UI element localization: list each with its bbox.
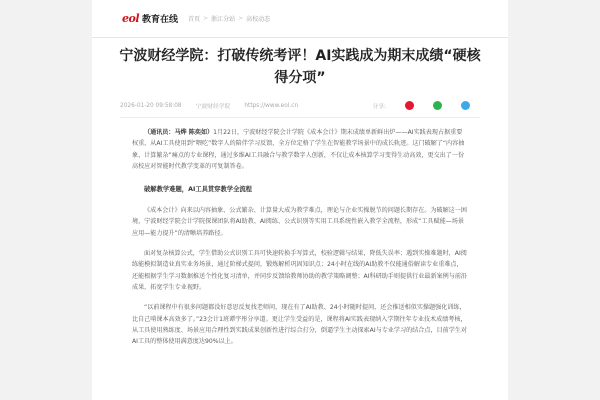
section-heading: 破解教学难题，AI工具贯穿教学全流程 bbox=[144, 186, 252, 194]
byline: （通讯员：马烨 陈奕如） bbox=[144, 129, 214, 136]
paragraph-1 bbox=[132, 127, 468, 172]
paragraph-3: 面对复杂核算公式，学生借助公式识别工具可快速转换手写算式，校验逻辑与结果，降低失误率；遇到实操难题时，AI阅练能模拟制造业真实业务场景，通过阶梯式提问，锻炼解析巩固知识点；24小时在线的AI助教不仅能通俗解读专业重难点，还能根据学生学习数据推送个性化复习清单，并同步反馈给教师协助的教学策略调整；AI科研助手则提供行业最新案例与前沿成果，拓宽学生专业视野。 bbox=[132, 250, 468, 291]
paragraph-2: 《成本会计》向来以内容抽象、公式繁杂、计算量大成为教学难点，理论与企业实操脱节的问题长期存在。为破解这一困境，宁波财经学院会计学院探课团队将AI助教、AI阅练、公式识别等实用工具系统性嵌入教学全流程，形成“工具赋能—场景应用—能力提升”的清晰培养路径。 bbox=[132, 207, 467, 237]
article-source: 宁波财经学院 bbox=[195, 104, 231, 110]
article-body bbox=[132, 118, 468, 347]
weibo-icon[interactable] bbox=[405, 101, 414, 110]
site-name: 教育在线 bbox=[142, 15, 179, 25]
breadcrumb-separator: > bbox=[238, 15, 244, 22]
page-title: 宁波财经学院：打破传统考评！AI实践成为期末成绩“硬核得分项” bbox=[119, 48, 481, 86]
breadcrumb-separator: > bbox=[203, 15, 209, 22]
article-page bbox=[92, 0, 508, 400]
breadcrumb-home[interactable]: 首页 bbox=[188, 16, 201, 23]
site-header bbox=[92, 0, 508, 38]
eol-logo-icon: eol bbox=[122, 12, 140, 25]
article-meta bbox=[120, 101, 484, 110]
share-bar bbox=[372, 101, 484, 110]
breadcrumb bbox=[188, 14, 270, 23]
wechat-icon[interactable] bbox=[433, 101, 442, 110]
paragraph-4: “以前课程中有很多问题都没好意思反复找老师问，现在有了AI助教、24小时随时提问，还会推送相似实操题强化训练，比自己啃课本高效多了。”23会计1班谭宇彤分享道。更让学生受益的是，课程将AI实践表现纳入学期往年专业技术成绩考核，从工具使用熟练度、场景应用合理性到实践成果创新性进行综合打分，倒逼学生主动探索AI与专业学习的结合点，目前学生对AI工具的整体使用满意度达90%以上。 bbox=[132, 304, 468, 346]
publish-date: 2026-01-20 09:58:08 bbox=[120, 102, 182, 109]
paragraph-1-text: 1月22日，宁波财经学院会计学院《成本会计》期末成绩单新鲜出炉——AI实践表现占据重要权重，从AI工具使用到“喂吃”数字人的陪伴学习反馈，全方位定格了学生在智能教学场景中的成长轨迹。这门破解了“内容抽象、计算繁杂”痛点的专业课程，通过多维AI工具融合与教学数字人创新，不仅让成本核算学习变得生动高效，更交出了一份高校应对智能时代教学变革的可复制答卷。 bbox=[132, 129, 465, 170]
site-logo[interactable] bbox=[122, 12, 178, 25]
moments-icon[interactable] bbox=[461, 101, 470, 110]
share-label: 分享: bbox=[372, 104, 386, 110]
breadcrumb-news[interactable]: 高校动态 bbox=[246, 16, 271, 23]
breadcrumb-zhejiang[interactable]: 浙江分站 bbox=[211, 16, 236, 23]
source-url[interactable]: https://www.eol.cn bbox=[244, 102, 299, 109]
